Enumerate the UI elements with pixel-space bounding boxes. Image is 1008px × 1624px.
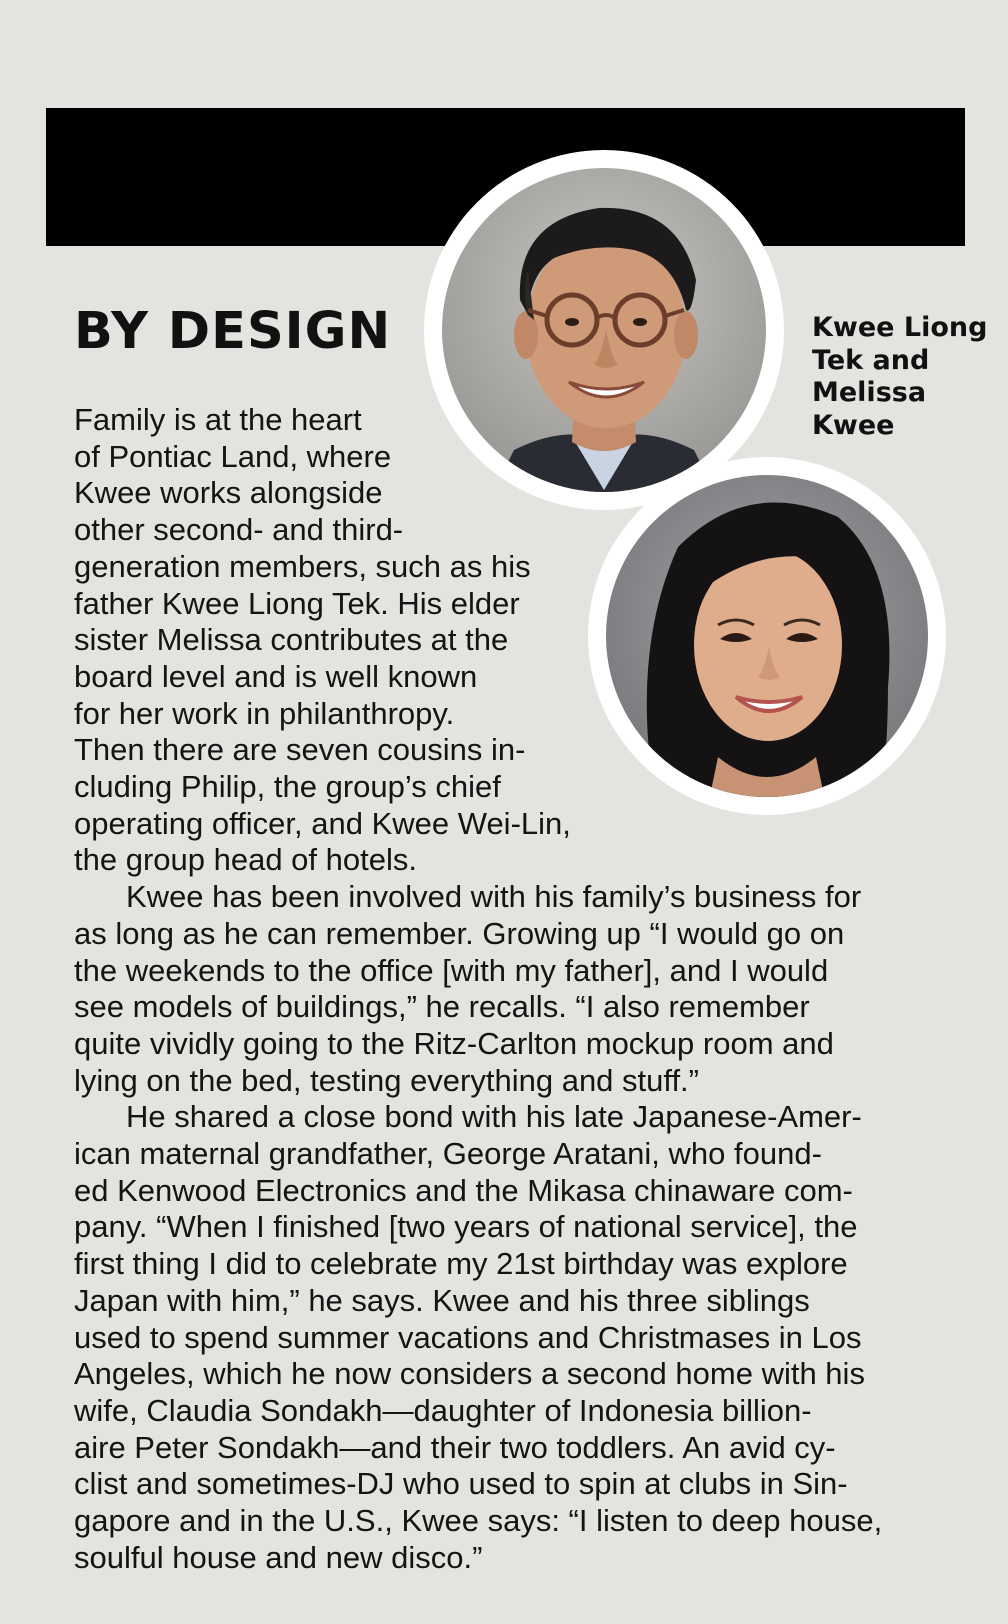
- body-line: used to spend summer vacations and Christmases in Los: [74, 1319, 862, 1355]
- body-line: Japan with him,” he says. Kwee and his three siblings: [74, 1282, 810, 1318]
- body-line: other second- and third-: [74, 512, 404, 548]
- body-line: ed Kenwood Electronics and the Mikasa chinaware com-: [74, 1172, 853, 1208]
- body-line: see models of buildings,” he recalls. “I also remember: [74, 989, 810, 1025]
- body-line: of Pontiac Land, where: [74, 438, 392, 474]
- body-line: Angeles, which he now considers a second home with his: [74, 1356, 865, 1392]
- body-line: first thing I did to celebrate my 21st birthday was explore: [74, 1246, 848, 1282]
- body-line: He shared a close bond with his late Japanese-Amer-: [126, 1099, 862, 1135]
- body-line: for her work in philanthropy.: [74, 695, 455, 731]
- body-line: gapore and in the U.S., Kwee says: “I listen to deep house,: [74, 1503, 883, 1539]
- body-line: Kwee has been involved with his family’s business for: [126, 879, 862, 915]
- body-line: wife, Claudia Sondakh—daughter of Indonesia billion-: [74, 1392, 812, 1428]
- caption-line: Melissa: [812, 377, 927, 408]
- article-body-intro: [74, 402, 882, 1577]
- body-line: cluding Philip, the group’s chief: [74, 769, 501, 805]
- caption-line: Kwee: [812, 409, 895, 441]
- body-line: soulful house and new disco.”: [74, 1539, 483, 1575]
- body-line: Family is at the heart: [74, 402, 362, 437]
- article-title: BY DESIGN: [74, 302, 392, 361]
- caption-line: Kwee Liong: [812, 312, 988, 343]
- body-line: Kwee works alongside: [74, 475, 383, 511]
- body-line: as long as he can remember. Growing up “I would go on: [74, 915, 845, 951]
- body-line: clist and sometimes-DJ who used to spin at clubs in Sin-: [74, 1466, 848, 1502]
- body-line: the group head of hotels.: [74, 842, 417, 878]
- body-line: board level and is well known: [74, 658, 478, 694]
- body-line: generation members, such as his: [74, 548, 531, 584]
- body-line: the weekends to the office [with my father], and I would: [74, 952, 829, 988]
- body-line: sister Melissa contributes at the: [74, 622, 509, 658]
- body-line: aire Peter Sondakh—and their two toddlers. An avid cy-: [74, 1429, 836, 1465]
- body-line: ican maternal grandfather, George Aratani, who found-: [74, 1136, 822, 1172]
- body-line: father Kwee Liong Tek. His elder: [74, 585, 520, 621]
- body-line: operating officer, and Kwee Wei-Lin,: [74, 805, 571, 841]
- body-line: pany. “When I finished [two years of national service], the: [74, 1209, 858, 1245]
- body-line: Then there are seven cousins in-: [74, 732, 526, 768]
- body-line: quite vividly going to the Ritz-Carlton mockup room and: [74, 1025, 834, 1061]
- caption-line: Tek and: [812, 344, 930, 376]
- body-line: lying on the bed, testing everything and stuff.”: [74, 1062, 699, 1098]
